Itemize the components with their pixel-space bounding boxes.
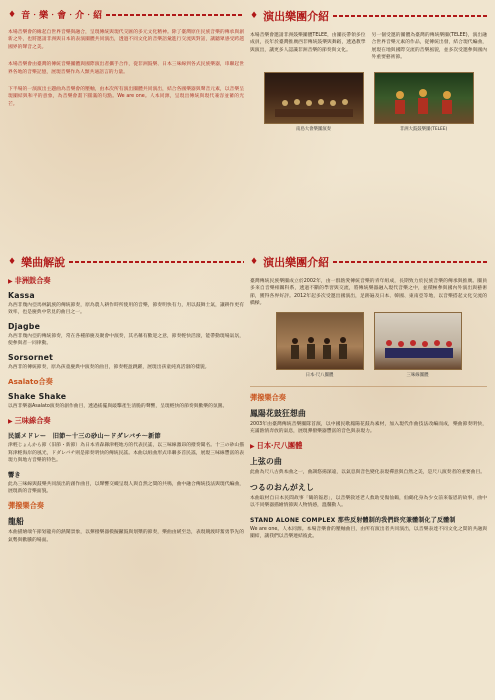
intro-paragraph: 本場音樂會的緣起自世界音樂與融合，呈現傳統與現代交匯的多元文化精神。除了臺灣原住民族音樂的傳承與創新之外，也將邀請非洲與日本的表演團體共同演出，透過不同文化的音樂語彙進行交流與對話，讓聽眾感受跨越國界的聲音之美。 xyxy=(8,30,244,50)
piece-title: 鳳陽花鼓狂想曲 xyxy=(250,408,306,418)
piece-description: 2003年由臺灣傳統音樂團隊首演，以中國民歌鳳陽花鼓為素材，加入現代作曲技法改編而成，樂曲節奏明快，充滿熱情奔放的氣息，展現彈撥樂器豐富的音色與表現力。 xyxy=(250,421,487,435)
photo-caption: 南島大會樂團演奏 xyxy=(295,126,332,132)
piece-title: 民謡メドレー 旧節〜十三の砂山〜ドダレバチ〜新節 xyxy=(8,433,161,441)
piece-description: 津輕じょんから節（旧節・新節）為日本青森縣津輕地方的代表民謠，以三味線激昂的撥奏聞名。十三の砂山描寫津輕海岸的風光，ドダレバチ則是節奏明快的傳統民謠。本曲以組曲形式串聯多首民謠，展現三味線豐富的表現力與地方音樂的特色。 xyxy=(8,443,244,464)
photo-caption: 三味線團體 xyxy=(406,372,429,378)
music-intro-heading: ♦ 音‧樂‧會‧介‧紹 xyxy=(8,8,244,21)
heading-ornament: ♦ xyxy=(8,257,18,267)
piece-title: Kassa xyxy=(8,291,35,300)
triangle-icon: ▶ xyxy=(250,443,255,451)
piece-title: 龍船 xyxy=(8,517,24,527)
pieces-section xyxy=(8,254,244,694)
performers-paragraph: 本場音樂會邀請非洲鼓樂團體TELEE，由團長帶領多位成員，長年於臺灣推廣西非傳統鼓樂與舞蹈，透過教學與演出，讓更多人認識非洲音樂的節奏與文化。 xyxy=(250,33,366,53)
drum-group-photo xyxy=(374,72,474,124)
heading-rule xyxy=(333,15,487,17)
group-heading: 彈撥樂合奏 xyxy=(250,392,286,402)
section-heading: ▶ 三味線合奏 xyxy=(8,416,51,426)
shakuhachi-photo-image xyxy=(277,313,363,369)
ensemble-photo xyxy=(264,72,364,124)
piece-title: Shake Shake xyxy=(8,392,67,402)
pieces-heading: ♦ 樂曲解說 xyxy=(8,254,244,270)
performers-paragraph: 另一個受邀的團體為臺灣的傳統樂團(TELEE)，演出融合世界音樂元素的作品，從傳統出發，結合現代編曲，展現在地與國際交流的音樂風貌，並多次受邀參與國內外重要藝術節。 xyxy=(371,33,487,61)
performers-section xyxy=(250,8,487,250)
section-heading: Asalato合奏 xyxy=(8,377,53,387)
triangle-icon: ▶ xyxy=(8,278,13,285)
section-heading: 彈撥樂合奏 xyxy=(8,501,44,511)
performers2-photos xyxy=(250,312,487,378)
heading-rule xyxy=(69,261,244,263)
piece-description: 本曲描繪端午節划龍舟的熱鬧景象，以彈撥樂器模擬鑼鼓與划槳的節奏，樂曲由緩至急，表現競渡時奮勇爭先的氣勢與歡騰的場面。 xyxy=(8,530,244,543)
piece-title: Djagbe xyxy=(8,321,41,331)
music-intro-body xyxy=(8,29,244,108)
ensemble-photo-image xyxy=(265,73,363,123)
intro-paragraph: 下半場的一演演出主題曲為音樂會的壓軸，由本次所有演出團體共同演出，結合各國樂器與聲音元素，以音樂呈現團結與和平的意象，為音樂會畫下圓滿的句點。We are one。人本同源，呈現出傳統與現代兼容並蓄的光芒。 xyxy=(8,87,244,107)
performers-body xyxy=(250,32,487,66)
piece-description: 以西非樂器Asalato演奏的創作曲目，透過搖擺與敲擊產生清脆的聲響，呈現輕快的節奏與歡樂的氛圍。 xyxy=(8,404,228,410)
shamisen-photo-image xyxy=(375,313,461,369)
piece-description: 此曲為尺八古典本曲之一，曲調悠揚深遠，以氣息與音色變化表現禪意與自然之美，是尺八演奏者的重要曲目。 xyxy=(250,470,486,476)
photo-block xyxy=(276,312,364,378)
shamisen-group-photo xyxy=(374,312,462,370)
music-intro-section xyxy=(8,8,244,250)
section-divider xyxy=(250,386,487,387)
piece-description: We are one。人本同源。本場音樂會的壓軸曲目，由所有演出者共同演出，以音樂表達不同文化之間的共融與團結，讓我們以音樂連結彼此。 xyxy=(250,526,487,540)
piece-title: 上弦の曲 xyxy=(250,457,282,467)
triangle-icon: ▶ xyxy=(8,418,13,426)
piece-description: 此為三味線與鼓樂共同演出的創作曲目，以聲響交織呈現人與自然之間的共鳴，曲中融合傳統技法與現代編曲，展現新的音樂面貌。 xyxy=(8,481,244,495)
piece-title: Sorsornet xyxy=(8,352,54,362)
shakuhachi-group-photo xyxy=(276,312,364,370)
piece-title: 響き xyxy=(8,471,21,479)
piece-description: 為西非的傳統節奏，原為孩童慶典中演奏的曲目，節奏輕盈跳躍，展現出孩童純真活潑的樣貌。 xyxy=(8,364,210,370)
heading-rule xyxy=(333,261,487,263)
performers-photos xyxy=(250,72,487,132)
heading-ornament: ♦ xyxy=(8,9,18,20)
piece-title: つるのおんがえし xyxy=(250,482,314,492)
performers2-paragraph: 臺灣傳統民族樂團成立於2002年，由一群熱愛傳統音樂的青年組成，長期致力於民族音樂的傳承與推廣。團員多來自音樂相關科系，透過不斷的學習與交流，將傳統樂器融入現代音樂之中，並積極參與國內外演出與藝術節，獲得各界好評。2012年起多次受邀出國演出，足跡遍及日本、韓國、東南亞等地，以音樂搭起文化交流的橋樑。 xyxy=(250,279,487,307)
intro-paragraph: 本場音樂會由臺灣的傳統音樂團體與國際演出者攜手合作，從非洲鼓樂、日本三味線到各式民族樂器，串聯起世界各地的音樂記憶，展現音樂作為人類共通語言的力量。 xyxy=(8,62,244,75)
performers2-section xyxy=(250,254,487,694)
piece-description: 本曲取材自日本民間故事「鶴的報恩」，以音樂敘述老人救助受傷仙鶴，仙鶴化身為少女前來報恩的故事，曲中以不同樂器描繪情節與人物情感，溫馨動人。 xyxy=(250,495,487,509)
drum-group-photo-image xyxy=(375,73,473,123)
photo-caption: 非洲大鼓鼓樂團(TELEE) xyxy=(399,126,448,132)
section-heading: ▶ 非洲鼓合奏 xyxy=(8,276,51,285)
photo-caption: 日本‧尺八團體 xyxy=(305,372,334,378)
group-heading: ▶ 日本‧尺八團體 xyxy=(250,441,303,451)
photo-block xyxy=(264,72,364,132)
piece-description: 為西非幾內亞馬林凱族的傳統節奏，原為農人耕作時所使用的音樂，節奏明快有力，用以鼓舞士氣，讓耕作更有效率，也是慶典中常見的曲目之一。 xyxy=(8,303,244,316)
heading-rule xyxy=(106,14,244,16)
heading-ornament: ♦ xyxy=(250,257,260,267)
photo-block xyxy=(374,312,462,378)
piece-title: STAND ALONE COMPLEX 那些反射體制的我們終究兼體制化了反體制 xyxy=(250,516,456,524)
performers-heading: ♦ 演出樂團介紹 xyxy=(250,8,487,24)
heading-ornament: ♦ xyxy=(250,11,260,21)
piece-description: 為西非幾內亞的傳統節奏，常在各種節慶及聚會中演奏，其名稱有歡迎之意，節奏輕快活潑，能帶動現場氣氛，使參與者一同律動。 xyxy=(8,333,244,347)
performers2-heading: ♦ 演出樂團介紹 xyxy=(250,254,487,270)
photo-block xyxy=(374,72,474,132)
